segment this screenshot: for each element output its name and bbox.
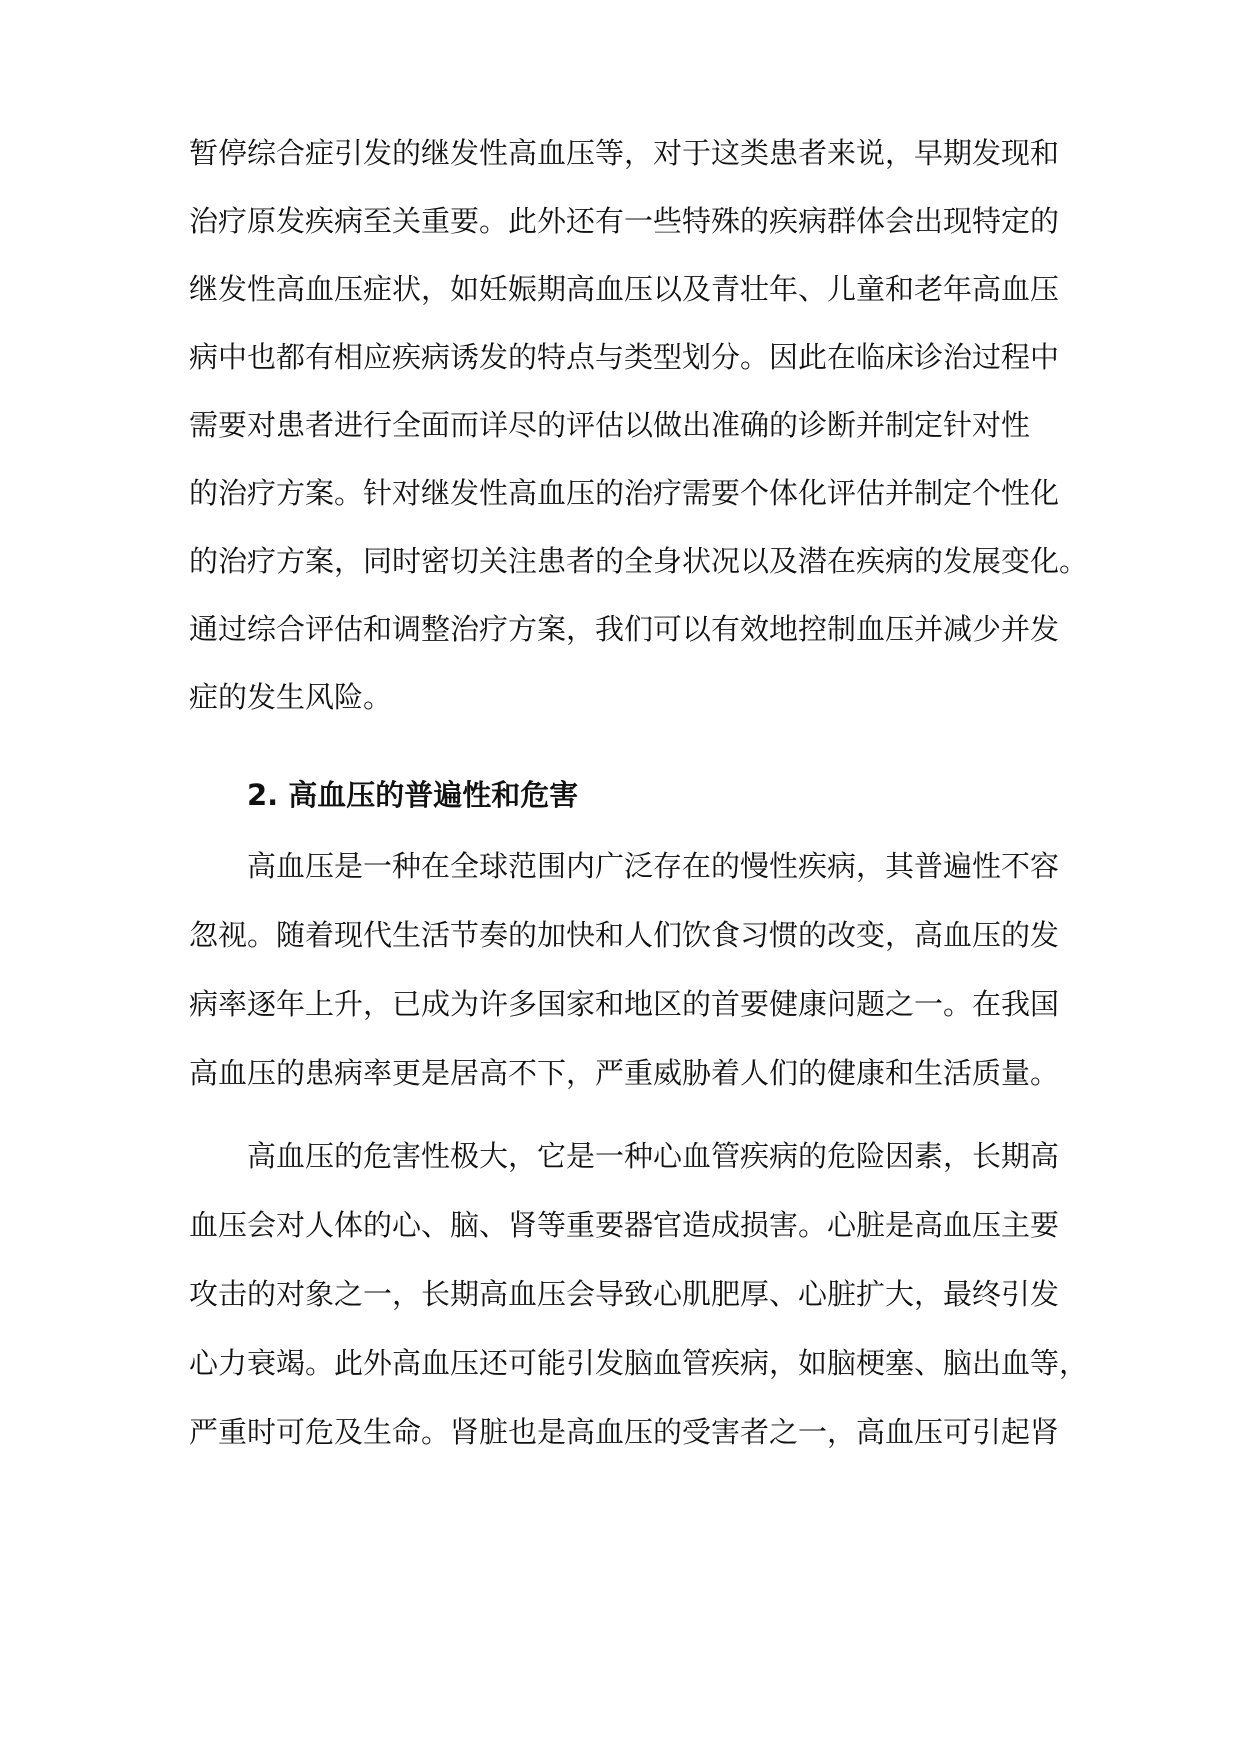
- paragraph-line: 血压会对人体的心、脑、肾等重要器官造成损害。心脏是高血压主要: [189, 1208, 1060, 1242]
- paragraph-line: 病率逐年上升，已成为许多国家和地区的首要健康问题之一。在我国: [189, 987, 1060, 1021]
- paragraph-line: 严重时可危及生命。肾脏也是高血压的受害者之一，高血压可引起肾: [189, 1415, 1060, 1449]
- paragraph-line: 继发性高血压症状，如妊娠期高血压以及青壮年、儿童和老年高血压: [189, 272, 1060, 306]
- paragraph-line: 攻击的对象之一，长期高血压会导致心肌肥厚、心脏扩大，最终引发: [189, 1277, 1060, 1311]
- paragraph-line: 高血压的患病率更是居高不下，严重威胁着人们的健康和生活质量。: [189, 1056, 1060, 1090]
- paragraph-line: 病中也都有相应疾病诱发的特点与类型划分。因此在临床诊治过程中: [189, 340, 1060, 374]
- paragraph-line: 忽视。随着现代生活节奏的加快和人们饮食习惯的改变，高血压的发: [189, 918, 1060, 952]
- section-heading: 2. 高血压的普遍性和危害: [247, 778, 579, 812]
- paragraph-line: 暂停综合症引发的继发性高血压等，对于这类患者来说，早期发现和: [189, 136, 1060, 170]
- paragraph-line: 需要对患者进行全面而详尽的评估以做出准确的诊断并制定针对性: [189, 408, 1031, 442]
- paragraph-line: 高血压的危害性极大，它是一种心血管疾病的危险因素，长期高: [247, 1139, 1060, 1173]
- paragraph-line: 高血压是一种在全球范围内广泛存在的慢性疾病，其普遍性不容: [247, 849, 1060, 883]
- paragraph-line: 通过综合评估和调整治疗方案，我们可以有效地控制血压并减少并发: [189, 612, 1060, 646]
- paragraph-line: 症的发生风险。: [189, 680, 393, 714]
- paragraph-line: 心力衰竭。此外高血压还可能引发脑血管疾病，如脑梗塞、脑出血等，: [189, 1346, 1089, 1380]
- paragraph-line: 治疗原发疾病至关重要。此外还有一些特殊的疾病群体会出现特定的: [189, 204, 1060, 238]
- paragraph-line: 的治疗方案。针对继发性高血压的治疗需要个体化评估并制定个性化: [189, 476, 1060, 510]
- paragraph-line: 的治疗方案，同时密切关注患者的全身状况以及潜在疾病的发展变化。: [189, 544, 1089, 578]
